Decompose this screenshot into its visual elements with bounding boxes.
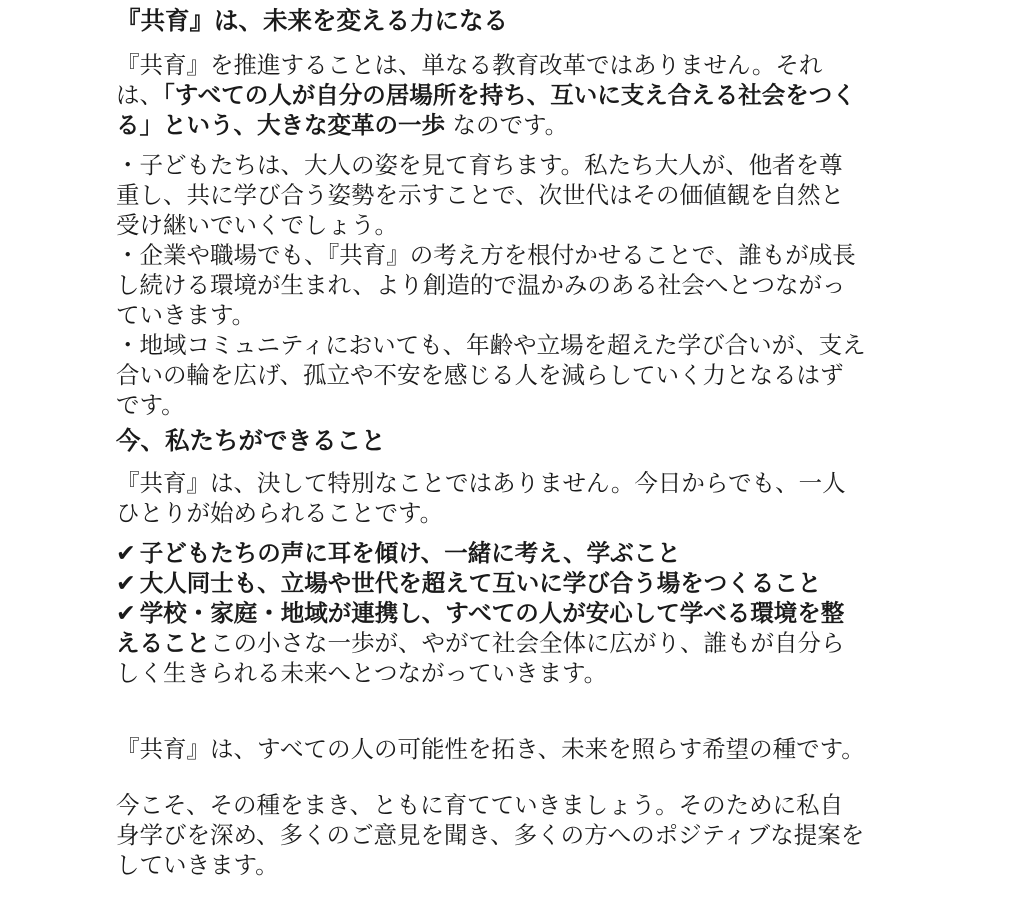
section-heading-future: 『共育』は、未来を変える力になる [116, 6, 508, 35]
bullet-list [116, 150, 866, 420]
intro-emphasis: 「すべての人が自分の居場所を持ち、互いに支え合える社会をつくる」という、大きな変革の一歩 [116, 81, 856, 139]
closing-paragraph-1: 『共育』は、すべての人の可能性を拓き、未来を照らす希望の種です。 [116, 735, 865, 763]
checkmark-icon: ✔ [116, 539, 136, 567]
closing-paragraph-2: 今こそ、その種をまき、ともに育てていきましょう。そのために私自身学びを深め、多くのご意見を聞き、多くの方へのポジティブな提案をしていきます。 [116, 791, 865, 879]
check-item-text: 子どもたちの声に耳を傾け、一緒に考え、学ぶこと [139, 539, 681, 567]
check-list [116, 538, 866, 688]
section-heading-now: 今、私たちができること [116, 426, 386, 455]
intro-tail: なのです。 [445, 111, 569, 139]
check-item-text: 大人同士も、立場や世代を超えて互いに学び合う場をつくること [139, 569, 822, 597]
bullet-item-workplace: ・企業や職場でも、『共育』の考え方を根付かせることで、誰もが成長し続ける環境が生まれ、より創造的で温かみのある社会へとつながっていきます。 [116, 241, 856, 329]
check-item-text: 学校・家庭・地域が連携し、すべての人が安心して学べる環境を整えること [116, 599, 845, 657]
check-item [116, 538, 866, 568]
section2-intro: 『共育』は、決して特別なことではありません。今日からでも、一人ひとりが始められることです。 [116, 469, 846, 527]
intro-paragraph [116, 50, 866, 140]
intro-text: 『共育』を推進することは、単なる教育改革ではありません。それは、 [116, 51, 823, 109]
checkmark-icon: ✔ [116, 569, 136, 597]
after-checks-text: この小さな一歩が、やがて社会全体に広がり、誰もが自分らしく生きられる未来へとつながっていきます。 [116, 629, 845, 687]
bullet-item-community: ・地域コミュニティにおいても、年齢や立場を超えた学び合いが、支え合いの輪を広げ、孤立や不安を感じる人を減らしていく力となるはずです。 [116, 331, 866, 419]
checkmark-icon: ✔ [116, 599, 136, 627]
bullet-item-children: ・子どもたちは、大人の姿を見て育ちます。私たち大人が、他者を尊重し、共に学び合う姿勢を示すことで、次世代はその価値観を自然と受け継いでいくでしょう。 [116, 151, 845, 239]
check-item [116, 568, 866, 598]
check-item [116, 598, 866, 688]
